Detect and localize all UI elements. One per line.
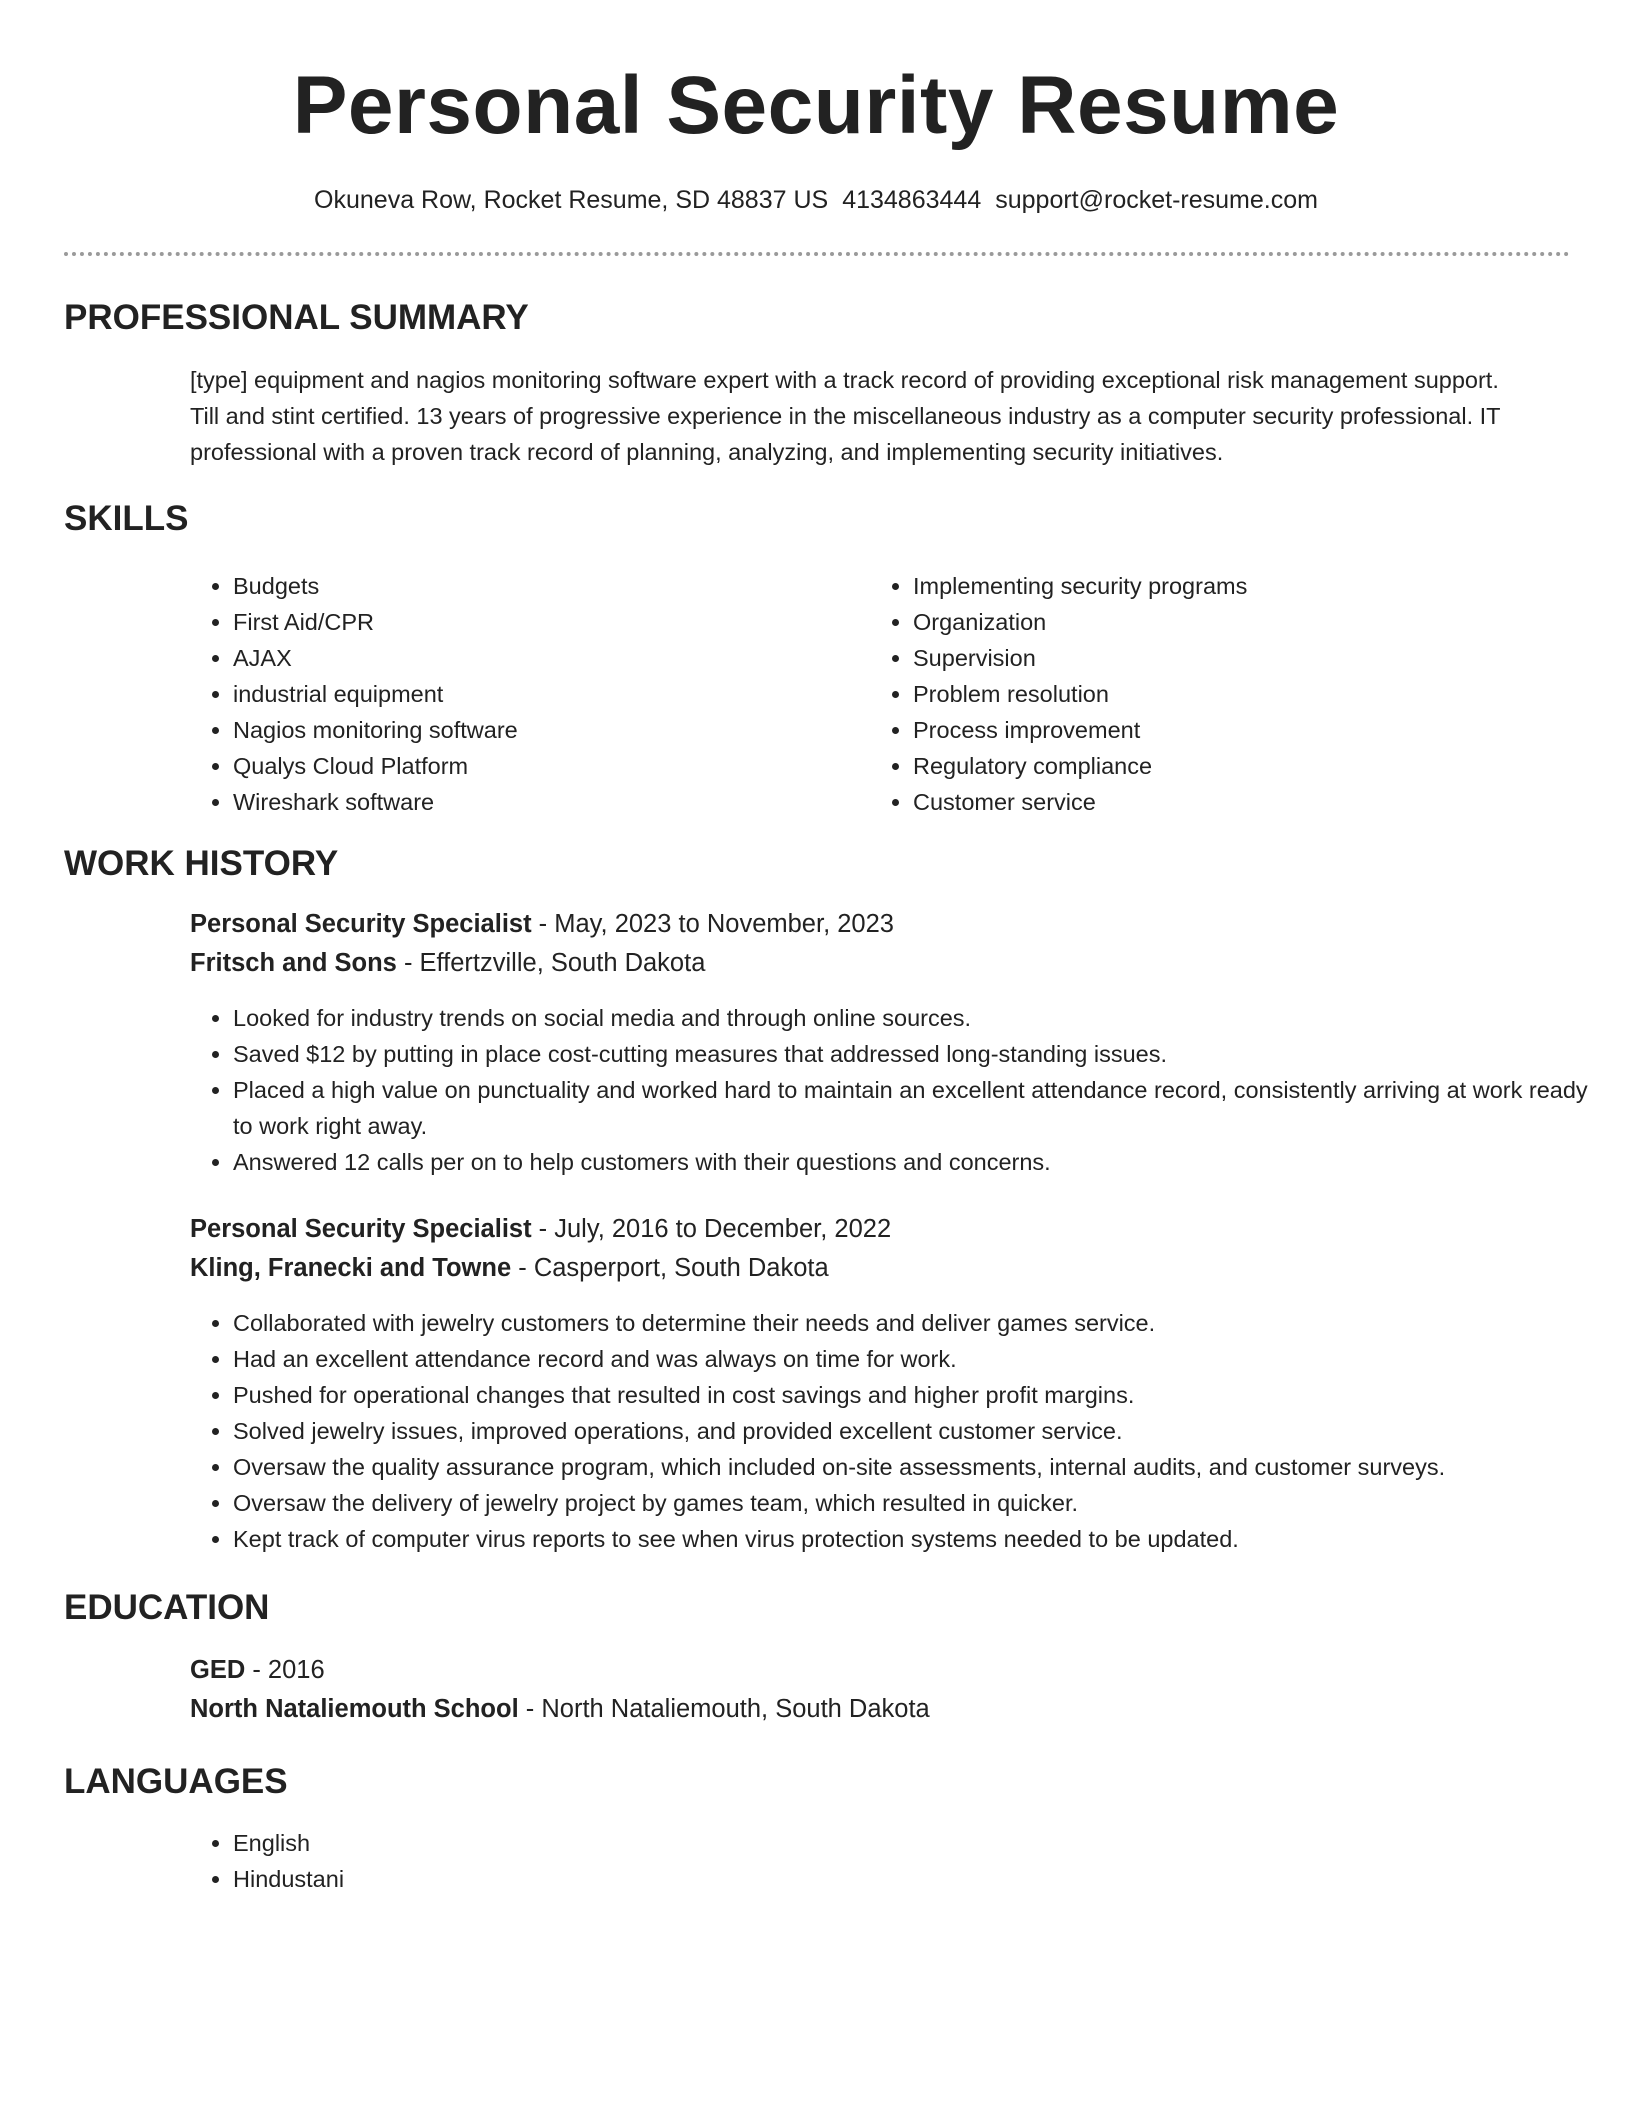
contact-line (0, 182, 1632, 218)
job-company: Kling, Franecki and Towne (190, 1254, 512, 1282)
education-year: - 2016 (245, 1656, 325, 1684)
list-item: • Looked for industry trends on social media and through online sources. (233, 1000, 1593, 1036)
education-school: North Nataliemouth School (190, 1695, 519, 1723)
languages-list (190, 1825, 833, 1897)
contact-address: Okuneva Row, Rocket Resume, SD 48837 US (314, 186, 829, 214)
list-item: • Oversaw the delivery of jewelry project by games team, which resulted in quicker. (233, 1485, 1593, 1521)
list-item: • Regulatory compliance (913, 748, 1533, 784)
summary-heading: PROFESSIONAL SUMMARY (64, 298, 529, 337)
list-item: • Budgets (233, 568, 853, 604)
header-divider (64, 252, 1570, 256)
list-item: • Hindustani (233, 1861, 833, 1897)
job-title: Personal Security Specialist (190, 910, 532, 938)
job-dates: - May, 2023 to November, 2023 (531, 910, 894, 938)
skills-list-right (870, 568, 1533, 820)
list-item: • First Aid/CPR (233, 604, 853, 640)
list-item: • Wireshark software (233, 784, 853, 820)
list-item: • Process improvement (913, 712, 1533, 748)
education-heading: EDUCATION (64, 1588, 270, 1627)
job-company: Fritsch and Sons (190, 949, 397, 977)
skills-list-left (190, 568, 853, 820)
contact-phone: 4134863444 (842, 186, 982, 214)
list-item: • Organization (913, 604, 1533, 640)
contact-email: support@rocket-resume.com (995, 186, 1318, 214)
job-1-company-line (190, 944, 705, 982)
list-item: • English (233, 1825, 833, 1861)
education-school-line (190, 1690, 930, 1728)
job-title: Personal Security Specialist (190, 1215, 532, 1243)
education-degree-line (190, 1651, 325, 1689)
list-item: • Placed a high value on punctuality and worked hard to maintain an excellent attendance record, consistently arriving at work ready to work right away. (233, 1072, 1593, 1144)
list-item: • Oversaw the quality assurance program, which included on-site assessments, internal audits, and customer surveys. (233, 1449, 1593, 1485)
list-item: • Collaborated with jewelry customers to determine their needs and deliver games service. (233, 1305, 1593, 1341)
list-item: • Supervision (913, 640, 1533, 676)
education-degree: GED (190, 1656, 246, 1684)
list-item: • Solved jewelry issues, improved operations, and provided excellent customer service. (233, 1413, 1593, 1449)
job-dates: - July, 2016 to December, 2022 (531, 1215, 892, 1243)
summary-text: [type] equipment and nagios monitoring software expert with a track record of providing exceptional risk management support. Till and stint certified. 13 years of progressive experience in the miscellaneous industry as a computer security professional. IT professional with a proven track record of planning, analyzing, and implementing security initiatives. (190, 367, 1501, 465)
job-2-title-line (190, 1210, 891, 1248)
job-2-company-line (190, 1249, 829, 1287)
list-item: • Saved $12 by putting in place cost-cutting measures that addressed long-standing issues. (233, 1036, 1593, 1072)
list-item: • Pushed for operational changes that resulted in cost savings and higher profit margins. (233, 1377, 1593, 1413)
list-item: • Nagios monitoring software (233, 712, 853, 748)
job-location: - Casperport, South Dakota (511, 1254, 829, 1282)
list-item: • Customer service (913, 784, 1533, 820)
list-item: • Had an excellent attendance record and was always on time for work. (233, 1341, 1593, 1377)
job-location: - Effertzville, South Dakota (396, 949, 706, 977)
list-item: • Kept track of computer virus reports to see when virus protection systems needed to be updated. (233, 1521, 1593, 1557)
list-item: • industrial equipment (233, 676, 853, 712)
job-1-title-line (190, 905, 894, 943)
resume-title: Personal Security Resume (292, 60, 1340, 151)
skills-heading: SKILLS (64, 499, 189, 538)
list-item: • Problem resolution (913, 676, 1533, 712)
list-item: • Qualys Cloud Platform (233, 748, 853, 784)
languages-heading: LANGUAGES (64, 1762, 288, 1801)
list-item: • Answered 12 calls per on to help customers with their questions and concerns. (233, 1144, 1593, 1180)
list-item: • AJAX (233, 640, 853, 676)
job-1-bullets (190, 1000, 1593, 1180)
education-location: - North Nataliemouth, South Dakota (518, 1695, 930, 1723)
work-heading: WORK HISTORY (64, 844, 339, 883)
list-item: • Implementing security programs (913, 568, 1533, 604)
job-2-bullets (190, 1305, 1593, 1557)
